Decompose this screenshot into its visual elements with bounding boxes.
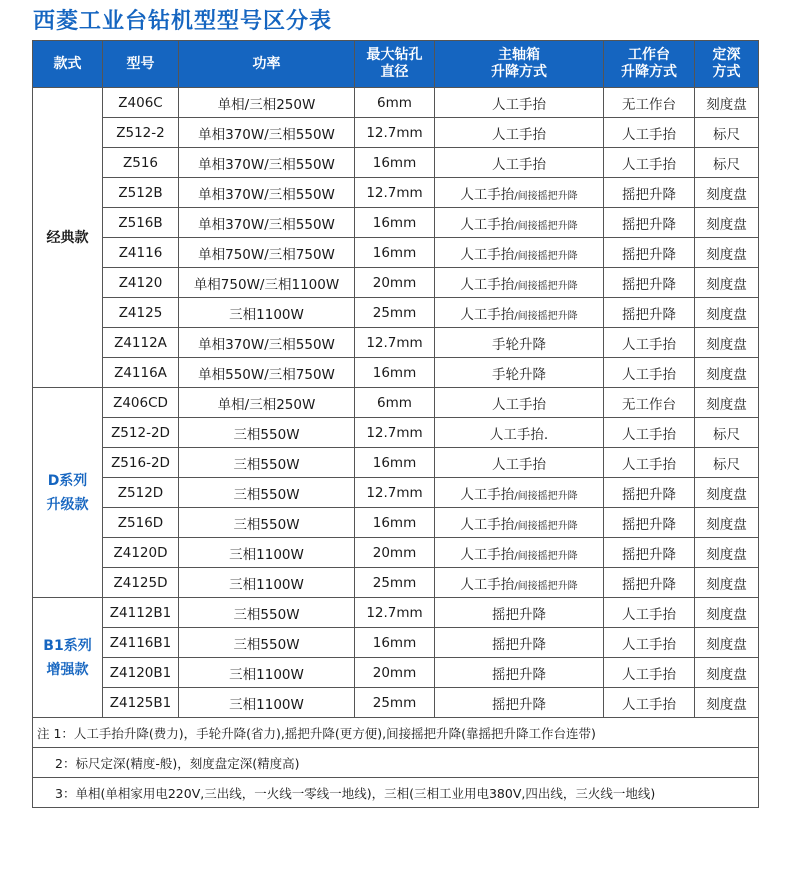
cell-power: 单相/三相250W — [179, 88, 355, 118]
cell-depth: 刻度盘 — [695, 298, 759, 328]
cell-model: Z512-2 — [103, 118, 179, 148]
cell-depth: 刻度盘 — [695, 268, 759, 298]
header-model: 型号 — [103, 41, 179, 88]
cell-model: Z4112B1 — [103, 598, 179, 628]
cell-spindle-main: 人工手抬 — [460, 216, 515, 233]
cell-spindle — [435, 268, 604, 298]
table-row — [33, 688, 759, 718]
cell-spindle — [435, 238, 604, 268]
cell-depth: 刻度盘 — [695, 658, 759, 688]
cell-depth: 刻度盘 — [695, 208, 759, 238]
group-label-line2: 升级款 — [46, 496, 89, 513]
cell-power: 三相550W — [179, 448, 355, 478]
cell-model: Z516D — [103, 508, 179, 538]
cell-depth: 标尺 — [695, 448, 759, 478]
cell-drill: 16mm — [355, 508, 435, 538]
header-depth-line2: 方式 — [712, 64, 741, 80]
cell-spindle-extra: /间接摇把升降 — [514, 310, 578, 322]
table-row — [33, 238, 759, 268]
cell-model: Z4120B1 — [103, 658, 179, 688]
cell-spindle-extra: /间接摇把升降 — [514, 490, 578, 502]
cell-model: Z4116A — [103, 358, 179, 388]
header-drill — [355, 41, 435, 88]
table-row — [33, 628, 759, 658]
cell-depth: 刻度盘 — [695, 628, 759, 658]
cell-model: Z512-2D — [103, 418, 179, 448]
header-spindle — [435, 41, 604, 88]
cell-drill: 16mm — [355, 148, 435, 178]
header-spindle-line1: 主轴箱 — [498, 47, 540, 63]
cell-spindle-main: 人工手抬 — [460, 546, 515, 563]
header-row — [33, 41, 759, 88]
cell-power: 单相370W/三相550W — [179, 178, 355, 208]
cell-depth: 刻度盘 — [695, 88, 759, 118]
table-row — [33, 388, 759, 418]
cell-table-lift: 人工手抬 — [604, 598, 695, 628]
header-table — [604, 41, 695, 88]
table-row — [33, 118, 759, 148]
cell-spindle-main: 摇把升降 — [492, 636, 546, 653]
cell-drill: 20mm — [355, 268, 435, 298]
cell-spindle — [435, 118, 604, 148]
note-2-cell — [33, 748, 759, 778]
group-label — [33, 88, 103, 388]
cell-depth: 标尺 — [695, 118, 759, 148]
cell-drill: 16mm — [355, 208, 435, 238]
table-row — [33, 598, 759, 628]
note-row — [33, 748, 759, 778]
cell-model: Z4116B1 — [103, 628, 179, 658]
table-row — [33, 658, 759, 688]
cell-spindle-main: 摇把升降 — [492, 666, 546, 683]
cell-power: 三相550W — [179, 478, 355, 508]
table-row — [33, 508, 759, 538]
cell-depth: 刻度盘 — [695, 178, 759, 208]
note-row — [33, 718, 759, 748]
cell-drill: 12.7mm — [355, 118, 435, 148]
cell-drill: 6mm — [355, 88, 435, 118]
cell-spindle — [435, 208, 604, 238]
cell-spindle — [435, 418, 604, 448]
cell-drill: 12.7mm — [355, 178, 435, 208]
group-label-line1: B1系列 — [43, 637, 92, 654]
group-label — [33, 598, 103, 718]
cell-depth: 刻度盘 — [695, 538, 759, 568]
cell-spindle — [435, 148, 604, 178]
cell-table-lift: 摇把升降 — [604, 568, 695, 598]
cell-spindle — [435, 658, 604, 688]
table-row — [33, 418, 759, 448]
table-row — [33, 178, 759, 208]
cell-spindle-main: 人工手抬 — [460, 186, 515, 203]
cell-spindle-main: 人工手抬 — [492, 126, 546, 143]
cell-model: Z406C — [103, 88, 179, 118]
cell-table-lift: 无工作台 — [604, 88, 695, 118]
cell-spindle — [435, 508, 604, 538]
note-row — [33, 778, 759, 808]
cell-drill: 16mm — [355, 448, 435, 478]
cell-depth: 刻度盘 — [695, 508, 759, 538]
table-row — [33, 538, 759, 568]
cell-table-lift: 人工手抬 — [604, 118, 695, 148]
cell-model: Z4125 — [103, 298, 179, 328]
cell-table-lift: 人工手抬 — [604, 148, 695, 178]
table-row — [33, 478, 759, 508]
table-row — [33, 268, 759, 298]
cell-spindle-main: 人工手抬 — [460, 306, 515, 323]
cell-model: Z4125D — [103, 568, 179, 598]
table-row — [33, 448, 759, 478]
cell-spindle-main: 人工手抬 — [460, 246, 515, 263]
cell-spindle — [435, 178, 604, 208]
cell-spindle — [435, 628, 604, 658]
cell-table-lift: 摇把升降 — [604, 538, 695, 568]
cell-table-lift: 人工手抬 — [604, 358, 695, 388]
header-power: 功率 — [179, 41, 355, 88]
cell-depth: 标尺 — [695, 148, 759, 178]
cell-power: 三相550W — [179, 628, 355, 658]
header-table-line1: 工作台 — [628, 47, 670, 63]
table-row — [33, 208, 759, 238]
table-row — [33, 568, 759, 598]
cell-depth: 刻度盘 — [695, 238, 759, 268]
cell-table-lift: 人工手抬 — [604, 658, 695, 688]
cell-spindle-extra: /间接摇把升降 — [514, 190, 578, 202]
cell-power: 单相370W/三相550W — [179, 118, 355, 148]
header-depth-line1: 定深 — [712, 47, 741, 63]
cell-power: 三相1100W — [179, 688, 355, 718]
cell-spindle — [435, 688, 604, 718]
cell-spindle-main: 人工手抬 — [492, 96, 546, 113]
cell-power: 三相1100W — [179, 538, 355, 568]
cell-model: Z4112A — [103, 328, 179, 358]
cell-model: Z516B — [103, 208, 179, 238]
cell-drill: 25mm — [355, 298, 435, 328]
note-3-cell — [33, 778, 759, 808]
cell-drill: 12.7mm — [355, 478, 435, 508]
cell-power: 单相370W/三相550W — [179, 208, 355, 238]
cell-drill: 20mm — [355, 658, 435, 688]
cell-depth: 刻度盘 — [695, 598, 759, 628]
cell-power: 三相1100W — [179, 298, 355, 328]
cell-table-lift: 摇把升降 — [604, 238, 695, 268]
cell-power: 单相750W/三相750W — [179, 238, 355, 268]
note-3: 3：单相(单相家用电220V,三出线，一火线一零线一地线)，三相(三相工业用电380V,四出线，三火线一地线) — [55, 785, 656, 801]
header-spindle-line2: 升降方式 — [491, 64, 547, 80]
cell-spindle-main: 人工手抬 — [460, 576, 515, 593]
cell-spindle-extra: /间接摇把升降 — [514, 550, 578, 562]
cell-spindle-main: 人工手抬 — [460, 486, 515, 503]
table-body — [33, 88, 759, 718]
cell-table-lift: 摇把升降 — [604, 508, 695, 538]
cell-power: 单相750W/三相1100W — [179, 268, 355, 298]
group-label-line1: D系列 — [47, 472, 88, 489]
cell-spindle — [435, 478, 604, 508]
cell-power: 三相1100W — [179, 658, 355, 688]
cell-power: 三相1100W — [179, 568, 355, 598]
cell-depth: 刻度盘 — [695, 388, 759, 418]
cell-spindle-main: 人工手抬 — [492, 156, 546, 173]
cell-spindle-main: 人工手抬 — [460, 276, 515, 293]
header-drill-line1: 最大钻孔 — [366, 47, 423, 63]
cell-model: Z4120 — [103, 268, 179, 298]
cell-depth: 刻度盘 — [695, 568, 759, 598]
cell-depth: 刻度盘 — [695, 358, 759, 388]
table-row — [33, 358, 759, 388]
cell-power: 单相370W/三相550W — [179, 328, 355, 358]
cell-drill: 16mm — [355, 358, 435, 388]
cell-power: 三相550W — [179, 508, 355, 538]
cell-drill: 6mm — [355, 388, 435, 418]
group-label — [33, 388, 103, 598]
cell-spindle-extra: /间接摇把升降 — [514, 250, 578, 262]
cell-depth: 刻度盘 — [695, 478, 759, 508]
cell-drill: 20mm — [355, 538, 435, 568]
cell-drill: 16mm — [355, 238, 435, 268]
cell-spindle-extra: /间接摇把升降 — [514, 280, 578, 292]
note-2: 2：标尺定深(精度-般)，刻度盘定深(精度高) — [55, 755, 300, 771]
table-row — [33, 148, 759, 178]
cell-table-lift: 摇把升降 — [604, 268, 695, 298]
cell-table-lift: 摇把升降 — [604, 178, 695, 208]
table-row — [33, 298, 759, 328]
header-depth — [695, 41, 759, 88]
cell-spindle-main: 人工手抬 — [460, 516, 515, 533]
cell-power: 单相370W/三相550W — [179, 148, 355, 178]
cell-model: Z516 — [103, 148, 179, 178]
header-style: 款式 — [33, 41, 103, 88]
cell-spindle-main: 人工手抬. — [489, 426, 549, 443]
cell-model: Z512D — [103, 478, 179, 508]
cell-spindle — [435, 538, 604, 568]
cell-spindle — [435, 598, 604, 628]
cell-drill: 12.7mm — [355, 598, 435, 628]
model-table — [32, 40, 759, 808]
cell-depth: 标尺 — [695, 418, 759, 448]
cell-model: Z516-2D — [103, 448, 179, 478]
cell-model: Z4125B1 — [103, 688, 179, 718]
cell-spindle-extra: /间接摇把升降 — [514, 220, 578, 232]
cell-table-lift: 人工手抬 — [604, 448, 695, 478]
cell-table-lift: 摇把升降 — [604, 478, 695, 508]
cell-model: Z512B — [103, 178, 179, 208]
cell-spindle-extra: /间接摇把升降 — [514, 520, 578, 532]
cell-spindle-main: 摇把升降 — [492, 696, 546, 713]
cell-table-lift: 人工手抬 — [604, 628, 695, 658]
cell-spindle-main: 人工手抬 — [492, 396, 546, 413]
cell-power: 三相550W — [179, 598, 355, 628]
header-drill-line2: 直径 — [380, 64, 409, 80]
cell-table-lift: 摇把升降 — [604, 298, 695, 328]
cell-drill: 25mm — [355, 688, 435, 718]
cell-spindle-main: 手轮升降 — [492, 366, 546, 383]
cell-spindle — [435, 568, 604, 598]
cell-spindle-main: 手轮升降 — [492, 336, 546, 353]
notes-body — [33, 718, 759, 808]
cell-spindle-main: 摇把升降 — [492, 606, 546, 623]
cell-drill: 12.7mm — [355, 328, 435, 358]
cell-spindle — [435, 448, 604, 478]
cell-spindle — [435, 298, 604, 328]
cell-table-lift: 人工手抬 — [604, 418, 695, 448]
page-title: 西菱工业台钻机型型号区分表 — [33, 9, 333, 34]
cell-table-lift: 人工手抬 — [604, 688, 695, 718]
header-table-line2: 升降方式 — [621, 64, 677, 80]
table-row — [33, 88, 759, 118]
cell-drill: 25mm — [355, 568, 435, 598]
cell-drill: 16mm — [355, 628, 435, 658]
cell-table-lift: 人工手抬 — [604, 328, 695, 358]
table-row — [33, 328, 759, 358]
cell-table-lift: 无工作台 — [604, 388, 695, 418]
cell-spindle — [435, 358, 604, 388]
cell-spindle — [435, 388, 604, 418]
cell-spindle — [435, 328, 604, 358]
cell-spindle-main: 人工手抬 — [492, 456, 546, 473]
cell-spindle — [435, 88, 604, 118]
cell-power: 单相/三相250W — [179, 388, 355, 418]
group-label-line1: 经典款 — [46, 229, 89, 246]
cell-model: Z4116 — [103, 238, 179, 268]
cell-depth: 刻度盘 — [695, 688, 759, 718]
cell-spindle-extra: /间接摇把升降 — [514, 580, 578, 592]
cell-depth: 刻度盘 — [695, 328, 759, 358]
cell-power: 三相550W — [179, 418, 355, 448]
cell-power: 单相550W/三相750W — [179, 358, 355, 388]
cell-table-lift: 摇把升降 — [604, 208, 695, 238]
group-label-line2: 增强款 — [46, 661, 89, 678]
cell-drill: 12.7mm — [355, 418, 435, 448]
note-1: 注 1：人工手抬升降(费力)，手轮升降(省力),摇把升降(更方便),间接摇把升降(靠摇把升降工作台连带) — [33, 718, 759, 748]
cell-model: Z4120D — [103, 538, 179, 568]
cell-model: Z406CD — [103, 388, 179, 418]
